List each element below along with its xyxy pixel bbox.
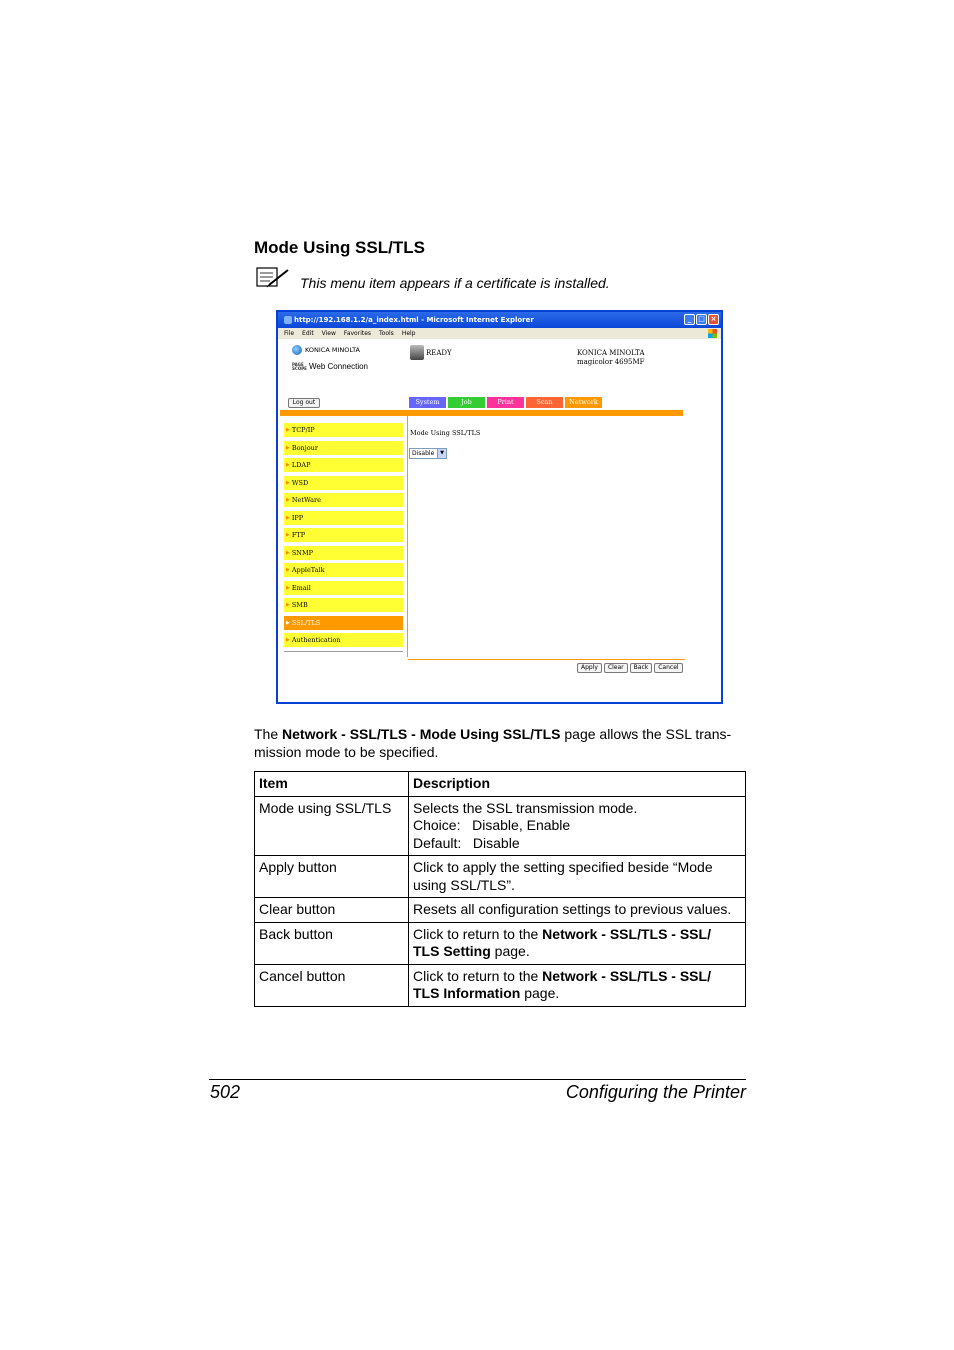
minimize-icon[interactable]: _ [684, 314, 695, 325]
arrow-right-icon: ▶ [286, 549, 290, 556]
model-name: magicolor 4695MF [577, 358, 645, 366]
sidebar-item-bonjour[interactable] [284, 441, 403, 455]
arrow-right-icon: ▶ [286, 514, 290, 521]
table-row [255, 856, 746, 898]
description-bold: Network - SSL/TLS - SSL/ [542, 967, 711, 984]
windows-logo-icon [708, 329, 717, 338]
sidebar-item-tcp-ip[interactable] [284, 423, 403, 437]
ie-icon [284, 316, 292, 324]
note-icon [255, 266, 291, 290]
brand-name: KONICA MINOLTA [305, 346, 360, 354]
item-cell: Mode using SSL/TLS [255, 796, 409, 856]
form-buttons [577, 663, 683, 673]
menu-file[interactable]: File [284, 330, 295, 337]
sidebar-item-snmp[interactable] [284, 546, 403, 560]
printer-icon [410, 345, 424, 360]
description-line: Default: Disable [413, 834, 520, 851]
back-button[interactable]: Back [630, 663, 653, 673]
item-cell: Cancel button [255, 964, 409, 1006]
column-header-description: Description [409, 772, 746, 797]
table-row [255, 796, 746, 856]
sidebar-item-email[interactable] [284, 581, 403, 595]
description-text: page. [520, 985, 560, 1001]
description-bold: TLS Information [413, 985, 521, 1001]
arrow-right-icon: ▶ [286, 497, 290, 503]
status-text: READY [426, 348, 452, 357]
menu-edit[interactable]: Edit [302, 330, 314, 337]
tab-scan[interactable]: Scan [526, 397, 563, 408]
para-text: The [254, 726, 283, 742]
clear-button[interactable]: Clear [604, 663, 628, 673]
arrow-right-icon: ▶ [286, 602, 290, 608]
menu-tools[interactable]: Tools [379, 330, 394, 337]
sidebar-item-appletalk[interactable] [284, 563, 403, 577]
description-cell [409, 796, 746, 856]
description-bold: Network - SSL/TLS - SSL/ [542, 925, 711, 942]
sidebar-item-label: Email [291, 583, 311, 592]
sidebar-item-label: WSD [291, 478, 309, 487]
logout-button[interactable]: Log out [288, 398, 320, 408]
description-line: Choice: Disable, Enable [413, 817, 571, 833]
globe-icon [292, 345, 302, 355]
sidebar-item-wsd[interactable] [284, 476, 403, 490]
description-cell [409, 964, 746, 1006]
maximize-icon[interactable]: □ [696, 314, 707, 325]
window-titlebar [278, 312, 721, 328]
sidebar-item-label: SSL/TLS [291, 618, 321, 627]
table-row [255, 898, 746, 923]
sidebar-item-label: TCP/IP [291, 426, 315, 434]
model-brand: KONICA MINOLTA [577, 349, 645, 357]
sidebar-item-label: IPP [291, 513, 304, 522]
table-row [255, 964, 746, 1006]
arrow-right-icon: ▶ [286, 427, 290, 433]
page-number: 502 [210, 1082, 241, 1102]
tab-job[interactable]: Job [448, 397, 485, 408]
table-row [255, 922, 746, 964]
model-info [577, 349, 645, 367]
menu-view[interactable]: View [321, 330, 336, 337]
description-line: Click to apply the setting specified beside “Mode [413, 859, 713, 875]
arrow-right-icon: ▶ [286, 532, 290, 538]
sidebar-item-authentication[interactable] [284, 633, 403, 647]
sidebar-rule [284, 651, 403, 652]
description-line: Selects the SSL transmission mode. [413, 799, 638, 816]
description-text: page. [490, 943, 530, 959]
menu-favorites[interactable]: Favorites [343, 330, 372, 337]
description-bold: TLS Setting [413, 943, 491, 959]
description-line: using SSL/TLS”. [413, 876, 515, 893]
description-text: Click to return to the [413, 967, 543, 984]
chevron-down-icon[interactable]: ▼ [437, 449, 446, 458]
para-line2: mission mode to be specified. [254, 744, 439, 760]
arrow-right-icon: ▶ [286, 619, 290, 626]
arrow-right-icon: ▶ [286, 567, 290, 573]
arrow-right-icon: ▶ [286, 462, 290, 468]
konica-logo [292, 345, 360, 355]
para-text-end: page allows the SSL trans- [560, 726, 732, 742]
sidebar-item-label: SMB [291, 601, 308, 609]
sidebar-item-smb[interactable] [284, 598, 403, 612]
footer-rule [209, 1079, 746, 1080]
sidebar-item-ssl-tls[interactable] [284, 616, 403, 630]
pagescope-mark: PAGE SCOPE [292, 361, 307, 371]
sidebar-item-label: FTP [291, 531, 306, 539]
sidebar-divider [407, 416, 408, 657]
column-header-item: Item [255, 772, 409, 797]
arrow-right-icon: ▶ [286, 584, 290, 591]
tab-network[interactable]: Network [565, 397, 602, 408]
section-title: Mode Using SSL/TLS [254, 238, 425, 257]
sidebar-item-label: Authentication [291, 636, 341, 644]
description-paragraph [254, 725, 749, 761]
description-text: Click to return to the [413, 925, 543, 942]
footer-divider [408, 659, 685, 660]
description-cell [409, 922, 746, 964]
header-divider [280, 410, 683, 416]
arrow-right-icon: ▶ [286, 479, 290, 486]
sidebar-item-ldap[interactable] [284, 458, 403, 472]
item-cell: Back button [255, 922, 409, 964]
status-indicator [410, 345, 452, 360]
chapter-title: Configuring the Printer [565, 1082, 746, 1102]
item-cell: Apply button [255, 856, 409, 898]
browser-menubar [278, 328, 721, 339]
main-tabs [409, 397, 602, 408]
table-header-row [255, 772, 746, 797]
para-bold: Network - SSL/TLS - Mode Using SSL/TLS [282, 726, 561, 742]
description-cell [409, 898, 746, 923]
window-title: http://192.168.1.2/a_index.html - Microsoft Internet Explorer [294, 316, 534, 324]
ssl-mode-select[interactable] [409, 448, 447, 459]
web-connection-logo [292, 362, 368, 371]
sidebar-item-ftp[interactable] [284, 528, 403, 542]
tab-system[interactable]: System [409, 397, 446, 408]
sidebar-item-label: LDAP [291, 461, 311, 469]
sidebar-item-label: AppleTalk [291, 566, 325, 574]
arrow-right-icon: ▶ [286, 637, 290, 643]
web-connection-label: Web Connection [309, 362, 368, 371]
arrow-right-icon: ▶ [286, 444, 290, 451]
cancel-button[interactable]: Cancel [654, 663, 682, 673]
description-line: Resets all configuration settings to previous values. [413, 901, 732, 917]
menu-help[interactable]: Help [401, 330, 416, 337]
tab-print[interactable]: Print [487, 397, 524, 408]
network-sidebar [284, 423, 403, 652]
item-cell: Clear button [255, 898, 409, 923]
close-icon[interactable]: × [708, 314, 719, 325]
browser-screenshot [276, 310, 723, 704]
description-table [254, 771, 746, 1007]
select-value: Disable [412, 450, 435, 457]
apply-button[interactable]: Apply [577, 663, 602, 673]
sidebar-item-label: NetWare [291, 496, 321, 504]
sidebar-item-ipp[interactable] [284, 511, 403, 525]
description-cell [409, 856, 746, 898]
sidebar-item-netware[interactable] [284, 493, 403, 507]
note-text: This menu item appears if a certificate is installed. [300, 275, 610, 291]
sidebar-item-label: Bonjour [291, 443, 318, 452]
form-label: Mode Using SSL/TLS [410, 429, 481, 437]
sidebar-item-label: SNMP [291, 548, 314, 557]
